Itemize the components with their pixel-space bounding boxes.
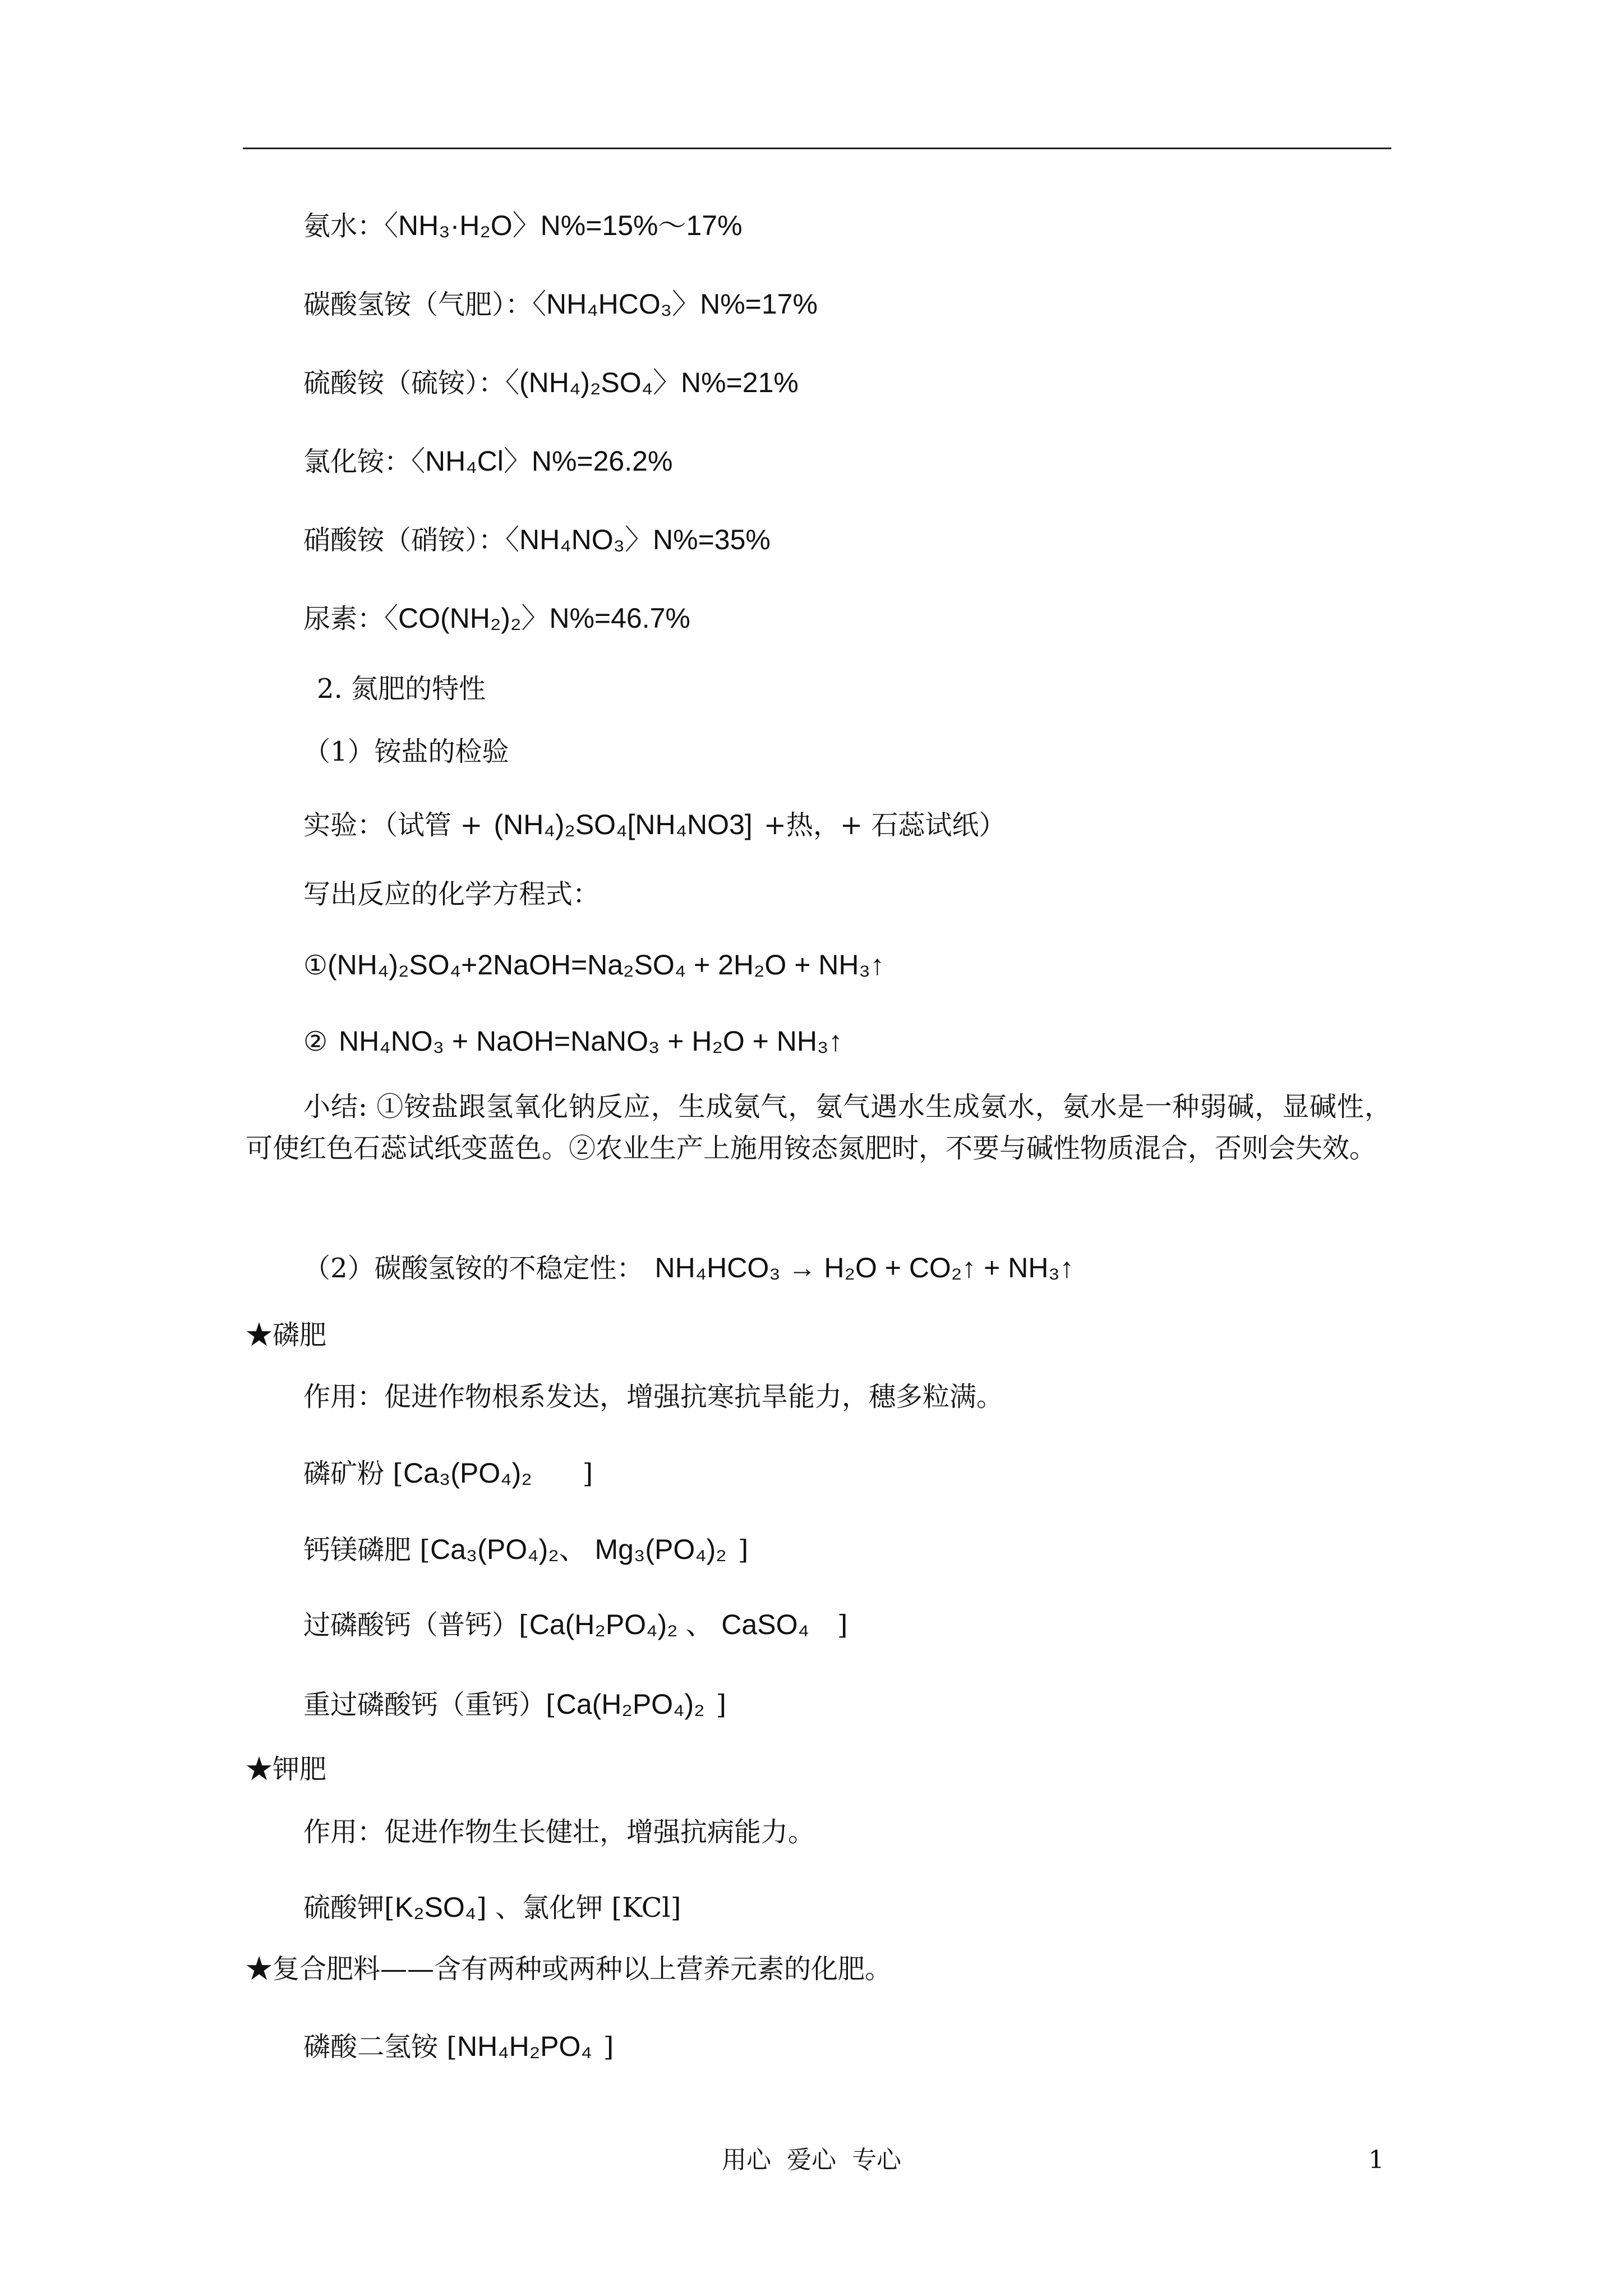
section-title: 2. 氮肥的特性 — [317, 673, 486, 705]
list-item: 硫酸铵（硫铵）：〈(NH₄)₂SO₄〉N%=21% — [303, 367, 799, 399]
summary-paragraph: 小结: ①铵盐跟氢氧化钠反应，生成氨气，氨气遇水生成氨水，氨水是一种弱碱，显碱性，可使红色石蕊试纸变蓝色。②农业生产上施用铵态氮肥时，不要与碱性物质混合，否则会失效。 — [246, 1091, 1391, 1164]
phosphate-effect: 作用：促进作物根系发达，增强抗寒抗旱能力，穗多粒满。 — [303, 1381, 1004, 1412]
list-item: 尿素：〈CO(NH₂)₂〉N%=46.7% — [303, 602, 690, 634]
bicarbonate-instability: （2）碳酸氢铵的不稳定性： NH₄HCO₃ → H₂O + CO₂↑ + NH₃↑ — [303, 1252, 1074, 1284]
list-item: 磷矿粉 [Ca₃(PO₄)₂ ] — [303, 1457, 593, 1489]
potash-heading: ★钾肥 — [246, 1754, 327, 1785]
list-item: 硝酸铵（硝铵）：〈NH₄NO₃〉N%=35% — [303, 524, 771, 556]
formula: 〈NH₄HCO₃〉N%=17% — [532, 288, 818, 320]
header-rule — [243, 148, 1391, 149]
potash-effect: 作用：促进作物生长健壮，增强抗病能力。 — [303, 1816, 815, 1848]
list-item: 过磷酸钙（普钙）[Ca(H₂PO₄)₂ 、 CaSO₄ ] — [303, 1609, 848, 1641]
formula: NH₄H₂PO₄ — [457, 2031, 592, 2062]
equation-1: ①(NH₄)₂SO₄+2NaOH=Na₂SO₄ + 2H₂O + NH₃↑ — [303, 949, 884, 981]
compound-heading: ★复合肥料——含有两种或两种以上营养元素的化肥。 — [246, 1953, 892, 1985]
formula: Ca(H₂PO₄)₂ — [556, 1688, 705, 1720]
formula: 〈NH₄NO₃〉N%=35% — [505, 524, 771, 555]
list-item: 氨水：〈NH₃·H₂O〉N%=15%～17% — [303, 210, 743, 242]
list-item: 钙镁磷肥 [Ca₃(PO₄)₂、 Mg₃(PO₄)₂ ] — [303, 1534, 749, 1566]
formula: 〈NH₄Cl〉N%=26.2% — [411, 445, 673, 477]
list-item: 硫酸钾[K₂SO₄] 、氯化钾 [KCl] — [303, 1892, 681, 1924]
page-number: 1 — [1368, 2146, 1384, 2174]
list-item: 磷酸二氢铵 [NH₄H₂PO₄ ] — [303, 2031, 614, 2063]
formula: Ca(H₂PO₄)₂ 、 CaSO₄ — [529, 1609, 809, 1640]
experiment-line: 实验：（试管 + (NH₄)₂SO₄[NH₄NO3] +热，+ 石蕊试纸） — [303, 809, 1006, 841]
formula: NH₄NO₃ + NaOH=NaNO₃ + H₂O + NH₃↑ — [339, 1025, 843, 1057]
formula: NH₄HCO₃ → H₂O + CO₂↑ + NH₃↑ — [654, 1252, 1074, 1283]
formula: 〈(NH₄)₂SO₄〉N%=21% — [505, 367, 799, 398]
phosphate-heading: ★磷肥 — [246, 1319, 327, 1351]
list-item: 氯化铵：〈NH₄Cl〉N%=26.2% — [303, 445, 673, 477]
formula: (NH₄)₂SO₄+2NaOH=Na₂SO₄ + 2H₂O + NH₃↑ — [328, 949, 884, 981]
instruction: 写出反应的化学方程式： — [303, 878, 600, 910]
footer-motto: 用心 爱心 专心 — [722, 2146, 901, 2174]
formula: Ca₃(PO₄)₂、 Mg₃(PO₄)₂ — [430, 1534, 727, 1565]
subsection-title: （1）铵盐的检验 — [303, 736, 509, 767]
list-item: 重过磷酸钙（重钙）[Ca(H₂PO₄)₂ ] — [303, 1688, 727, 1720]
formula: 〈NH₃·H₂O〉N%=15%～17% — [384, 210, 743, 241]
equation-2: ② NH₄NO₃ + NaOH=NaNO₃ + H₂O + NH₃↑ — [303, 1025, 843, 1057]
formula: Ca₃(PO₄)₂ — [403, 1457, 532, 1489]
formula: 〈CO(NH₂)₂〉N%=46.7% — [384, 602, 690, 634]
list-item: 碳酸氢铵（气肥）：〈NH₄HCO₃〉N%=17% — [303, 288, 818, 320]
formula: (NH₄)₂SO₄[NH₄NO3] — [494, 809, 753, 840]
formula: K₂SO₄ — [394, 1892, 477, 1923]
